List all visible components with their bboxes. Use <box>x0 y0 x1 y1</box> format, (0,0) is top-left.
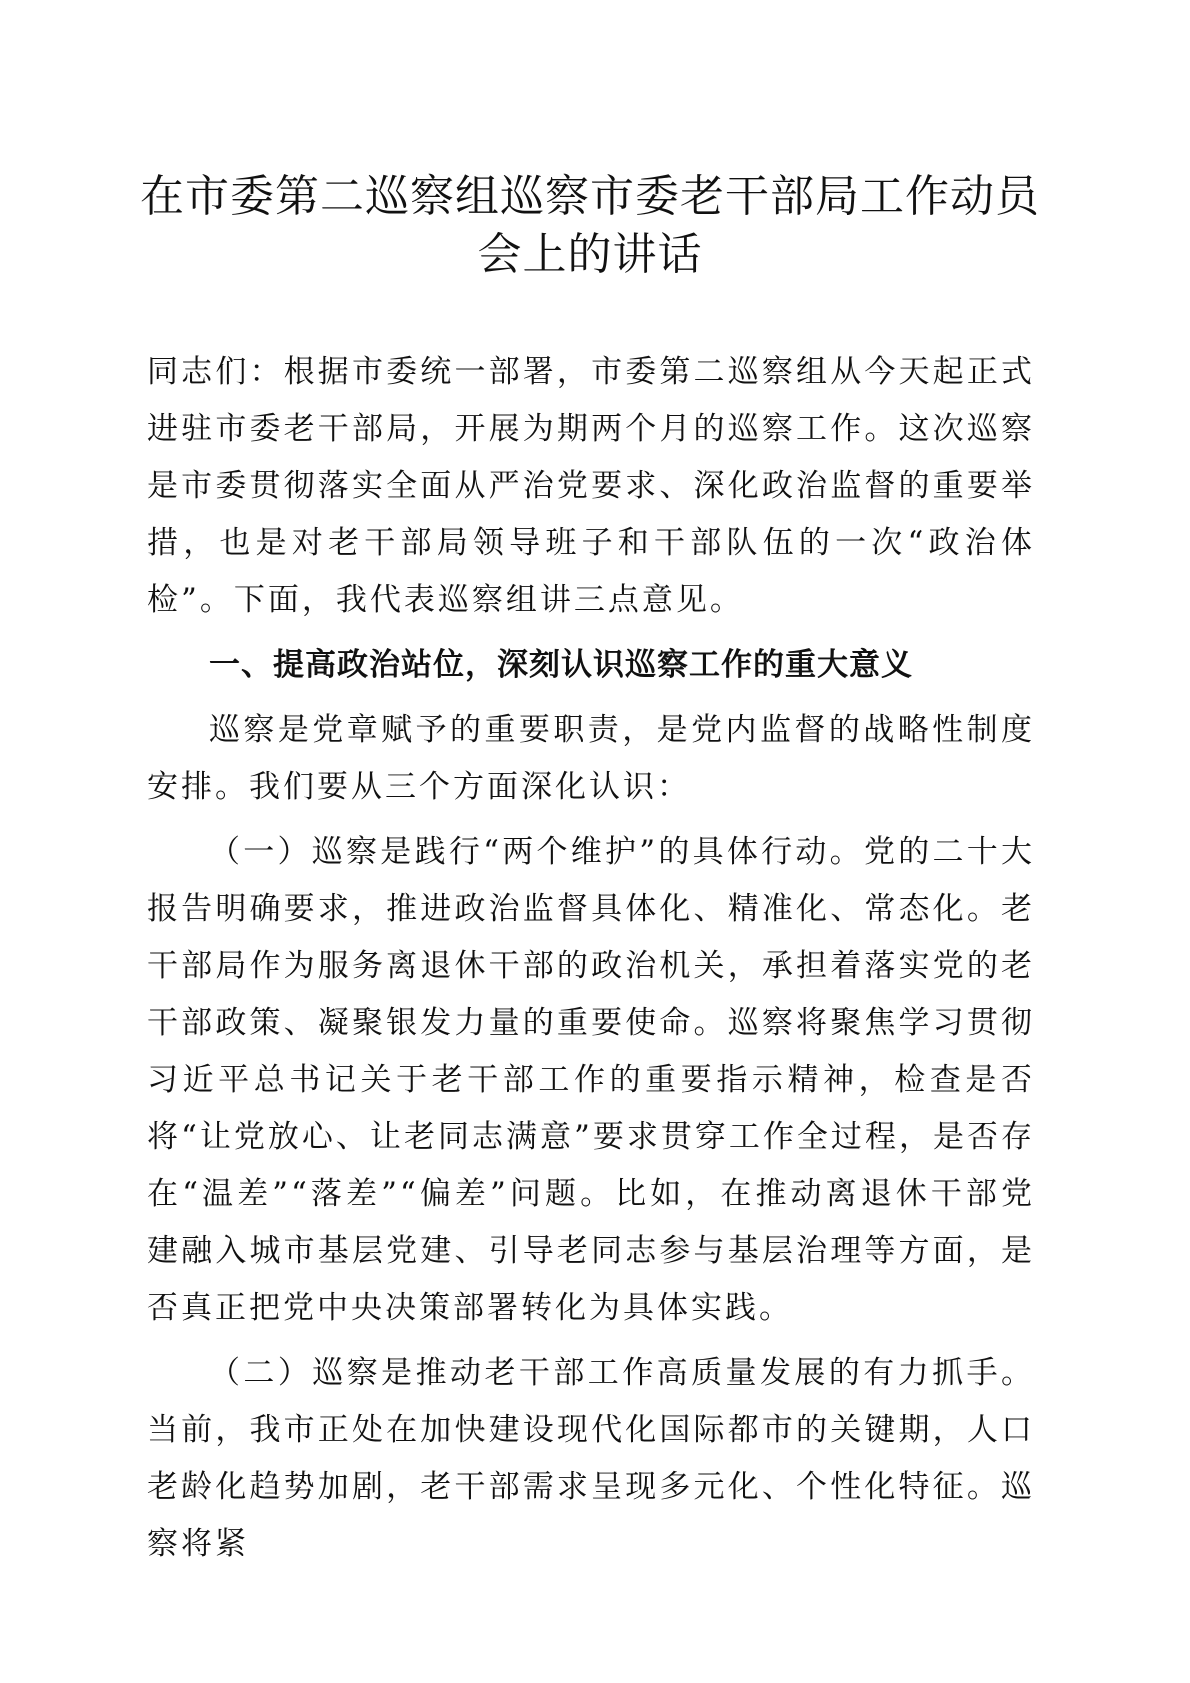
title-line-1: 在市委第二巡察组巡察市委老干部局工作动员 <box>140 171 1040 222</box>
subsection-2-paragraph: （二）巡察是推动老干部工作高质量发展的有力抓手。当前，我市正处在加快建设现代化国际都市的关键期，人口老龄化趋势加剧，老干部需求呈现多元化、个性化特征。巡察将紧 <box>147 1355 1035 1562</box>
opening-paragraph: 同志们：根据市委统一部署，市委第二巡察组从今天起正式进驻市委老干部局，开展为期两个月的巡察工作。这次巡察是市委贯彻落实全面从严治党要求、深化政治监督的重要举措，也是对老干部局领导班子和干部队伍的一次“政治体检”。下面，我代表巡察组讲三点意见。 <box>147 354 1035 618</box>
section-heading-1: 一、提高政治站位，深刻认识巡察工作的重大意义 <box>209 647 913 683</box>
section-1-intro-paragraph: 巡察是党章赋予的重要职责，是党内监督的战略性制度安排。我们要从三个方面深化认识： <box>147 712 1035 805</box>
document-body <box>147 344 1035 1573</box>
document-title <box>140 168 1040 284</box>
subsection-1-paragraph: （一）巡察是践行“两个维护”的具体行动。党的二十大报告明确要求，推进政治监督具体化、精准化、常态化。老干部局作为服务离退休干部的政治机关，承担着落实党的老干部政策、凝聚银发力量的重要使命。巡察将聚焦学习贯彻习近平总书记关于老干部工作的重要指示精神，检查是否将“让党放心、让老同志满意”要求贯穿工作全过程，是否存在“温差”“落差”“偏差”问题。比如，在推动离退休干部党建融入城市基层党建、引导老同志参与基层治理等方面，是否真正把党中央决策部署转化为具体实践。 <box>147 834 1035 1326</box>
title-line-2: 会上的讲话 <box>477 229 703 280</box>
